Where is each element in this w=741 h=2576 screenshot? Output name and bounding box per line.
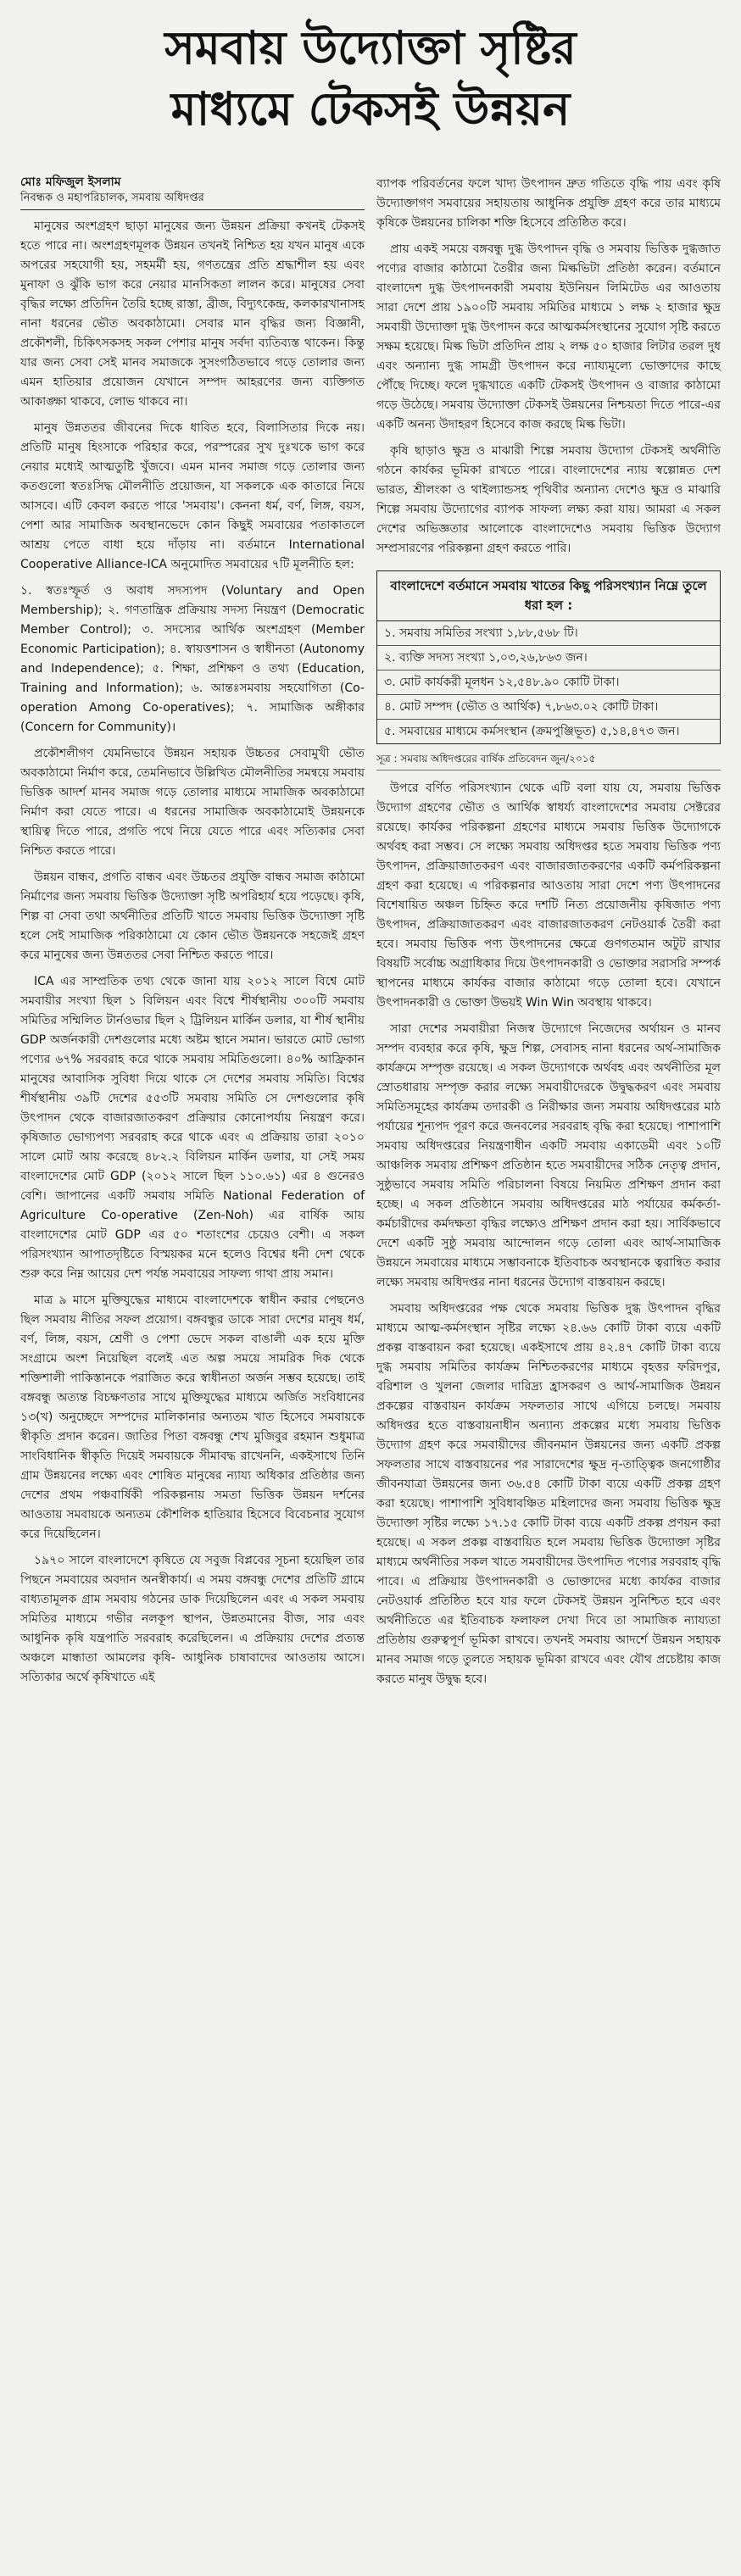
left-column <box>20 175 365 1696</box>
paragraph: মানুষের অংশগ্রহণ ছাড়া মানুষের জন্য উন্নয়ন প্রক্রিয়া কখনই টেকসই হতে পারে না। অংশগ্রহণমূলক উন্নয়ন তখনই নিশ্চিত হয় যখন মানুষ একে অপরের সহযোগী হয়, সহমর্মী হয়, গণতন্ত্রের প্রতি শ্রদ্ধাশীল হয় এবং মুনাফা ও ঝুঁকি ভাগ করে নেয়ার মানসিকতা লালন করে। মানুষের সেবা বৃদ্ধির লক্ষ্যে প্রতিদিন তৈরি হচ্ছে রাস্তা, ব্রীজ, বিদ্যুৎকেন্দ্র, কলকারখানাসহ নানা ধরনের ভৌত অবকাঠামো। সেবার মান বৃদ্ধির জন্য বিজ্ঞানী, প্রকৌশলী, চিকিৎসকসহ সকল পেশার মানুষ সর্বদা ব্যতিব্যস্ত থাকেন। কিন্তু যার জন্য সেবা সেই মানব সমাজকে সুসংগঠিতভাবে গড়ে তোলার জন্য এমন হাতিয়ার প্রয়োজন যেখানে সম্পদ আহরণের জন্য ব্যক্তিগত আকাঙ্ক্ষা থাকবে, লোভ থাকবে না। <box>20 220 365 409</box>
headline-line-2: মাধ্যমে টেকসই উন্নয়ন <box>170 81 571 136</box>
statistics-row: ৪. মোট সম্পদ (ভৌত ও আর্থিক) ৭,৮৬৩.০২ কোটি টাকা। <box>377 695 720 720</box>
statistics-row: ৩. মোট কার্যকরী মূলধন ১২,৫৪৮.৯০ কোটি টাকা। <box>377 670 720 695</box>
paragraph: কৃষি ছাড়াও ক্ষুদ্র ও মাঝারী শিল্পে সমবায় উদ্যোগ টেকসই অর্থনীতি গঠনে কার্যকর ভূমিকা রাখতে পারে। বাংলাদেশের ন্যায় স্বল্পোন্নত দেশ ভারত, শ্রীলংকা ও থাইল্যান্ডসহ পৃথিবীর অন্যান্য দেশেও ক্ষুদ্র ও মাঝারি শিল্পে সমবায় উদ্যোগের ব্যাপক সাফল্য লক্ষ্য করা যায়। আমরা এ সকল দেশের অভিজ্ঞতার আলোকে বাংলাদেশেও সমবায় ভিত্তিক উদ্যোগ সম্প্রসারণের পরিকল্পনা গ্রহণ করতে পারি। <box>376 444 721 555</box>
paragraph: সারা দেশের সমবায়ীরা নিজস্ব উদ্যোগে নিজেদের অর্থায়ন ও মানব সম্পদ ব্যবহার করে কৃষি, ক্ষুদ্র শিল্প, সেবাসহ নানা ধরনের অর্থ-সামাজিক কার্যক্রমে সম্পৃক্ত রয়েছে। এ সকল উদ্যোগকে অর্থবহ এবং অর্থনীতির মূল স্রোতধারায় সম্পৃক্ত করার লক্ষ্যে সমবায়ীদেরকে উদ্বুদ্ধকরণ এবং সমবায় সমিতিসমূহের কার্যক্রম তদারকী ও নিরীক্ষার জন্য সমবায় অধিদপ্তরের মাঠ পর্যায়ের শূন্যপদ পূরণ করে জনবলের সরবরাহ বৃদ্ধি করা হয়েছে। পাশাপাশি সমবায় অধিদপ্তরের নিয়ন্ত্রণাধীন একটি সমবায় একাডেমী এবং ১০টি আঞ্চলিক সমবায় প্রশিক্ষণ প্রতিষ্ঠান হতে সমবায়ীদের সঠিক নেতৃত্ব প্রদান, সুষ্ঠুভাবে সমবায় সমিতি পরিচালনা বিষয়ে নিয়মিত প্রশিক্ষণ প্রদান করা হচ্ছে। এ সকল প্রতিষ্ঠানে সমবায় অধিদপ্তরের মাঠ পর্যায়ের কর্মকর্তা-কর্মচারীদের কর্মদক্ষতা বৃদ্ধির লক্ষ্যেও প্রশিক্ষণ প্রদান করা হয়। সার্বিকভাবে দেশে একটি সুষ্ঠু সমবায় আন্দোলন গড়ে তোলা এবং আর্থ-সামাজিক উন্নয়নে সমবায়ের মাধ্যমে সম্ভাবনাকে ইতিবাচক অবস্থানকে ত্বরান্বিত করার লক্ষ্যে সমবায় অধিদপ্তর নানা ধরনের উদ্যোগ বাস্তবায়ন করছে। <box>376 1022 721 1289</box>
article-headline <box>20 17 721 139</box>
statistics-row: ১. সমবায় সমিতির সংখ্যা ১,৮৮,৫৬৮ টি। <box>377 621 720 646</box>
source-note: সূত্র : সমবায় অধিদপ্তরের বার্ষিক প্রতিবেদন জুন/২০১৫ <box>376 751 721 771</box>
paragraph: উন্নয়ন বান্ধব, প্রগতি বান্ধব এবং উচ্চতর প্রযুক্তি বান্ধব সমাজ কাঠামো নির্মাণের জন্য সমবায় ভিত্তিক উদ্যোক্তা সৃষ্টি অপরিহার্য হয়ে পড়েছে। কৃষি, শিল্প বা সেবা তথা অর্থনীতির প্রতিটি খাতে সমবায় ভিত্তিক উদ্যোক্তা সৃষ্টি হলে সেই সামাজিক পরিকাঠামো যে কোন ভৌত উন্নয়নকে সহজেই গ্রহণ করে মানুষের জন্য উন্নততর সেবা নিশ্চিত করতে পারে। <box>20 871 365 962</box>
principles-list: ১. স্বতঃস্ফূর্ত ও অবাধ সদস্যপদ (Voluntary and Open Membership); ২. গণতান্ত্রিক প্রক্রিয়ায় সদস্য নিয়ন্ত্রণ (Democratic Member Control); ৩. সদস্যের আর্থিক অংশগ্রহণ (Member Economic Participation); ৪. স্বায়ত্তশাসন ও স্বাধীনতা (Autonomy and Independence); ৫. শিক্ষা, প্রশিক্ষণ ও তথ্য (Education, Training and Information); ৬. আন্তঃসমবায় সহযোগিতা (Co-operation Among Co-operatives); ৭. সামাজিক অঙ্গীকার (Concern for Community)। <box>20 584 365 734</box>
statistics-row: ৫. সমবায়ের মাধ্যমে কর্মসংস্থান (ক্রমপুঞ্জিভূত) ৫,১৪,৪৭৩ জন। <box>384 725 680 738</box>
statistics-box <box>376 570 721 744</box>
paragraph: ICA এর সাম্প্রতিক তথ্য থেকে জানা যায় ২০১২ সালে বিশ্বে মোট সমবায়ীর সংখ্যা ছিল ১ বিলিয়ন এবং বিশ্বে শীর্ষস্থানীয় ৩০০টি সমবায় সমিতির সম্মিলিত টার্নওভার ছিল ২ ট্রিলিয়ন মার্কিন ডলার, যা শীর্ষ স্থানীয় GDP অর্জনকারী দেশগুলোর মধ্যে অষ্টম স্থানে সমান। ভারতে মোট ভোগ্য পণ্যের ৬৭% সরবরাহ করে থাকে সমবায় সমিতিগুলো। ৪০% আফ্রিকান মানুষের আবাসিক সুবিধা দিয়ে থাকে সে দেশের সমবায় সমিতি। বিশ্বের শীর্ষস্থানীয় ৩৯টি দেশের ৫৫৩টি সমবায় সমিতি সে দেশগুলোর কৃষি উৎপাদন থেকে বাজারজাতকরণ প্রক্রিয়ার কোনোপর্যায় নিয়ন্ত্রণ করে। কৃষিজাত ভোগ্যপণ্য সরবরাহ করে থাকে এবং এ প্রক্রিয়ায় তারা ২০১০ সালে মোট আয় করেছে ৪৮২.২ বিলিয়ন মার্কিন ডলার, যা সেই সময় বাংলাদেশের মোট GDP (২০১২ সালে ছিল ১১০.৬১) এর ৪ গুনেরও বেশি। জাপানের একটি সমবায় সমিতি National Federation of Agriculture Co-operative (Zen-Noh) এর বার্ষিক আয় বাংলাদেশের মোট GDP এর ৫০ শতাংশের চেয়েও বেশী। এ সকল পরিসংখ্যান আপাতদৃষ্টিতে বিস্ময়কর মনে হলেও বিশ্বের ধনী দেশ থেকে শুরু করে নিম্ন আয়ের দেশ পর্যন্ত সমবায়ের সাফল্য গাথা প্রায় সমান। <box>20 975 365 1281</box>
right-column <box>376 175 721 1696</box>
paragraph: ব্যাপক পরিবর্তনের ফলে খাদ্য উৎপাদন দ্রুত গতিতে বৃদ্ধি পায় এবং কৃষি উদ্যোক্তাগণ সমবায়ের সহায়তায় আধুনিক প্রযুক্তি গ্রহণ করে তার মাধ্যমে কৃষিকে উন্নয়নের চালিকা শক্তি হিসেবে প্রতিষ্ঠিত করে। <box>376 177 721 230</box>
statistics-box-title: বাংলাদেশে বর্তমানে সমবায় খাতের কিছু পরিসংখ্যান নিম্নে তুলে ধরা হল : <box>377 571 720 621</box>
paragraph: সমবায় অধিদপ্তরের পক্ষ থেকে সমবায় ভিত্তিক দুগ্ধ উৎপাদন বৃদ্ধির মাধ্যমে আত্ম-কর্মসংস্থান সৃষ্টির লক্ষ্যে ২৪.৬৬ কোটি টাকা ব্যয়ে একটি প্রকল্প বাস্তবায়ন করা হয়েছে। একইসাথে প্রায় ৪২.৪৭ কোটি টাকা ব্যয়ে দুগ্ধ সমবায় সমিতির কার্যক্রম নিশ্চিতকরণের মাধ্যমে বৃহত্তর ফরিদপুর, বরিশাল ও খুলনা জেলার দারিদ্র্য হ্রাসকরণ ও আর্থ-সামাজিক উন্নয়ন প্রকল্পের বাস্তবায়ন কার্যক্রম সফলতার সাথে এগিয়ে চলছে। সমবায় অধিদপ্তর হতে বাস্তবায়নাধীন অন্যান্য প্রকল্পের মধ্যে সমবায় ভিত্তিক উদ্যোগ গ্রহণ করে সমবায়ীদের জীবনমান উন্নয়নের জন্য একটি প্রকল্প সফলতার সাথে বাস্তবায়নের পর সারাদেশের ক্ষুদ্র নৃ-তাত্ত্বিক জনগোষ্ঠীর জীবনযাত্রা উন্নয়নের জন্য ৩৬.৫৪ কোটি টাকা ব্যয়ে একটি প্রকল্প গ্রহণ করা হয়েছে। পাশাপাশি সুবিধাবঞ্চিত মহিলাদের জন্য সমবায় ভিত্তিক ক্ষুদ্র উদ্যোক্তা সৃষ্টির লক্ষ্যে ১৭.১৫ কোটি টাকা ব্যয়ে একটি প্রকল্প প্রণয়ন করা হয়েছে। এ সকল প্রকল্প বাস্তবায়িত হলে সমবায় ভিত্তিক উদ্যোক্তা সৃষ্টির মাধ্যমে অর্থনীতির সকল খাতে সমবায়ীদের উৎপাদিত পণ্যের সরবরাহ বৃদ্ধি পাবে। এ প্রক্রিয়ায় উৎপাদনকারী ও ভোক্তাদের মধ্যে কার্যকর বাজার নেটওয়ার্ক প্রতিষ্ঠিত হবে যার ফলে টেকসই উন্নয়ন সুনিশ্চিত হবে এবং অর্থনীতিতে এর ইতিবাচক ফলাফল দেখা দিবে তা সামাজিক ন্যায্যতা প্রতিষ্ঠায় গুরুত্বপূর্ণ ভূমিকা রাখবে। তখনই সমবায় আদর্শে উন্নয়ন সহায়ক মানব সমাজ গড়ে তুলতে সহায়ক ভূমিকা রাখবে এবং যৌথ প্রচেষ্টায় কাজ করতে মানুষ উদ্বুদ্ধ হবে। <box>376 1302 722 1686</box>
paragraph: উপরে বর্ণিত পরিসংখ্যান থেকে এটি বলা যায় যে, সমবায় ভিত্তিক উদ্যোগ গ্রহণের ভৌত ও আর্থিক স্বাধর্য্য বাংলাদেশের সমবায় সেক্টরের রয়েছে। কার্যকর পরিকল্পনা গ্রহণের মাধ্যমে সমবায় ভিত্তিক উদ্যোগকে অর্থবহ করা সম্ভব। সে লক্ষ্যে সমবায় অধিদপ্তর হতে সমবায় ভিত্তিক পণ্য উৎপাদন, প্রক্রিয়াজাতকরণ এবং বাজারজাতকরণের একটি কর্মপরিকল্পনা গ্রহণ করা হয়েছে। এ পরিকল্পনার আওতায় সারা দেশে পণ্য উৎপাদনের বিশেষায়িত অঞ্চল চিহ্নিত করে দশটি নিত্য প্রয়োজনীয় কৃষিজাত পণ্য উৎপাদন, প্রক্রিয়াজাতকরণ এবং বাজারজাতকরণ নেটওয়ার্ক তৈরী করা হবে। সমবায় ভিত্তিক পণ্য উৎপাদনের ক্ষেত্রে গুণগতমান অটুট রাখার বিষয়টি সর্বোচ্চ অগ্রাধিকার দিয়ে উৎপাদনকারী ও ভোক্তার সরাসরি সম্পর্ক স্থাপনের মাধ্যমে কার্যকর বাজার কাঠামো গড়ে তোলা হবে। যেখানে উৎপাদনকারী ও ভোক্তা উভয়ই Win Win অবস্থায় থাকবে। <box>376 782 721 1010</box>
paragraph: প্রায় একই সময়ে বঙ্গবন্ধু দুগ্ধ উৎপাদন বৃদ্ধি ও সমবায় ভিত্তিক দুগ্ধজাত পণ্যের বাজার কাঠামো তৈরীর জন্য মিল্কভিটা প্রতিষ্ঠা করেন। বর্তমানে বাংলাদেশ দুগ্ধ উৎপাদনকারী সমবায় ইউনিয়ন লিমিটেড এর আওতায় সারা দেশে প্রায় ১৯০০টি সমবায় সমিতির মাধ্যমে ১ লক্ষ ২ হাজার ক্ষুদ্র সমবায়ী উদ্যোক্তা দুগ্ধ উৎপাদন করে আত্মকর্মসংস্থানের সুযোগ সৃষ্টি করতে সক্ষম হয়েছে। মিল্ক ভিটা প্রতিদিন প্রায় ২ লক্ষ ৫০ হাজার লিটার তরল দুধ এবং অন্যান্য দুগ্ধ সামগ্রী উৎপাদন করে ন্যায্যমূল্যে ভোক্তাদের কাছে পৌঁছে দিচ্ছে। ফলে দুগ্ধখাতে একটি টেকসই উৎপাদন ও বাজার কাঠামো গড়ে উঠেছে। সমবায় উদ্যোক্তা টেকসই উন্নয়নের নিশ্চয়তা দিতে পারে-এর একটি অনন্য উদাহরণ হিসেবে কাজ করছে মিল্ক ভিটা। <box>376 242 721 431</box>
paragraph: মাত্র ৯ মাসে মুক্তিযুদ্ধের মাধ্যমে বাংলাদেশকে স্বাধীন করার পেছনেও ছিল সমবায় নীতির সফল প্রয়োগ। বঙ্গবন্ধুর ডাকে সারা দেশের মানুষ ধর্ম, বর্ণ, লিঙ্গ, বয়স, শ্রেণী ও পেশা ভেদে সকল বাঙালী এক হয়ে মুক্তি সংগ্রামে অংশ নিয়েছিল বলেই এত অল্প সময়ে সামরিক দিক থেকে শক্তিশালী পাকিস্তানকে পরাজিত করে স্বাধীনতা অর্জন সম্ভব হয়েছে। তাই বঙ্গবন্ধু অত্যন্ত বিচক্ষণতার সাথে মুক্তিযুদ্ধের মাধ্যমে অর্জিত সংবিধানের ১৩(খ) অনুচ্ছেদে সম্পদের মালিকানার অন্যতম খাত হিসেবে সমবায়কে স্বীকৃতি প্রদান করেন। জাতির পিতা বঙ্গবন্ধু শেখ মুজিবুর রহমান শুধুমাত্র সাংবিধানিক স্বীকৃতি দিয়েই সমবায়কে সীমাবদ্ধ রাখেননি, একইসাথে তিনি গ্রাম উন্নয়নের লক্ষ্যে এবং শোষিত মানুষের ন্যায্য অধিকার প্রতিষ্ঠার জন্য দেশের প্রথম পঞ্চবার্ষিকী পরিকল্পনায় সমতা ভিত্তিক উন্নয়ন দর্শনের আওতায় সমবায়কে অন্যতম কৌশলিক হাতিয়ার হিসেবে বিবেচনার সুযোগ করে দিয়েছিলেন। <box>20 1294 365 1541</box>
paragraph: মানুষ উন্নততর জীবনের দিকে ধাবিত হবে, বিলাসিতার দিকে নয়। প্রতিটি মানুষ হিংসাকে পরিহার করে, পরস্পরের সুখ দুঃখকে ভাগ করে নেয়ার মধ্যেই আত্মতুষ্টি খুঁজবে। এমন মানব সমাজ গড়ে তোলার জন্য কতগুলো স্বতঃসিদ্ধ মৌলনীতি প্রয়োজন, যা সকলকে এক কাতারে নিয়ে আসবে। এটি কেবল করতে পারে 'সমবায়'। কেননা ধর্ম, বর্ণ, লিঙ্গ, বয়স, পেশা আর সামাজিক অবস্থানভেদে কোন কিছুই সমবায়ের পতাকাতলে আশ্রয় পেতে বাধা হয়ে দাঁড়ায় না। বর্তমানে International Cooperative Alliance-ICA অনুমোদিত সমবায়ের ৭টি মূলনীতি হল: <box>20 421 365 571</box>
author-name: মোঃ মফিজুল ইসলাম <box>20 175 121 189</box>
headline-line-1: সমবায় উদ্যোক্তা সৃষ্টির <box>164 20 577 75</box>
article-columns <box>20 175 721 1696</box>
author-title: নিবন্ধক ও মহাপরিচালক, সমবায় অধিদপ্তর <box>20 191 365 210</box>
paragraph: ১৯৭০ সালে বাংলাদেশে কৃষিতে যে সবুজ বিপ্লবের সূচনা হয়েছিল তার পিছনে সমবায়ের অবদান অনস্বীকার্য। এ সময় বঙ্গবন্ধু দেশের প্রতিটি গ্রামে বাধ্যতামূলক গ্রাম সমবায় গঠনের ডাক দিয়েছিলেন এবং এ সকল সমবায় সমিতির মাধ্যমে গভীর নলকূপ স্থাপন, উন্নতমানের বীজ, সার এবং আধুনিক কৃষি যন্ত্রপাতি সরবরাহ করেছিলেন। এ প্রক্রিয়ায় দেশের প্রত্যন্ত অঞ্চলে মান্ধাতা আমলের কৃষি- আধুনিক চাষাবাদের আওতায় আসে। সত্যিকার অর্থে কৃষিখাতে এই <box>20 1554 365 1684</box>
statistics-row: ২. ব্যক্তি সদস্য সংখ্যা ১,০৩,২৬,৮৬৩ জন। <box>377 646 720 670</box>
paragraph: প্রকৌশলীগণ যেমনিভাবে উন্নয়ন সহায়ক উচ্চতর সেবামুখী ভৌত অবকাঠামো নির্মাণ করে, তেমনিভাবে উল্লিখিত মৌলনীতির সমন্বয়ে সমবায় ভিত্তিক আদর্শ মানব সমাজ গড়ে তোলার মাধ্যমে সামাজিক অবকাঠামো নির্মাণ করা যেতে পারে। এ ধরনের সামাজিক অবকাঠামোই উন্নয়নকে স্থায়িত্ব দিতে পারে, প্রগতি পথে নিয়ে যেতে পারে এবং সত্যিকার সেবা নিশ্চিত করতে পারে। <box>20 747 365 858</box>
